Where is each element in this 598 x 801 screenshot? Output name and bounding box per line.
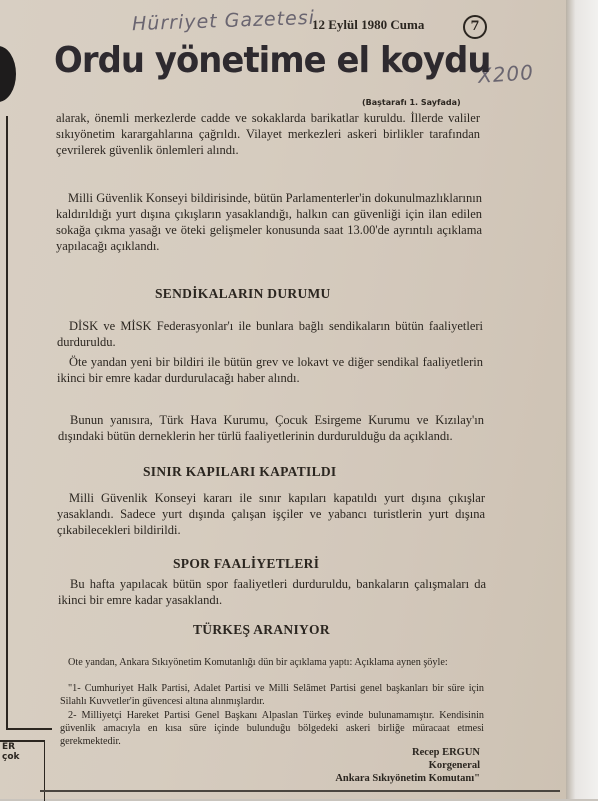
subheading-sinir: SINIR KAPILARI KAPATILDI (143, 464, 337, 479)
handwritten-note-corner: X200 (477, 60, 535, 88)
background-edge (566, 0, 598, 799)
paragraph-2: Milli Güvenlik Konseyi bildirisinde, bütün Parlamenterler'in dokunulmazlıklarının kaldırıldığı yurt dışına çıkışların yasaklandığı, halkın can güvenliği için ilan edilen sokağa çıkma yasağı ve öteki gelişmeler konusunda saat 13.00'de ayrıntılı açıklama yapılacağı açıklandı. (56, 191, 482, 253)
paragraph-5: Bunun yanısıra, Türk Hava Kurumu, Çocuk Esirgeme Kurumu ve Kızılay'ın dışındaki bütün derneklerin her türlü faaliyetlerinin durdurulduğu da açıklandı. (58, 413, 484, 443)
dateline: 12 Eylül 1980 Cuma (312, 17, 425, 32)
side-box-line2: çok (2, 752, 20, 762)
paragraph-10: 2- Milliyetçi Hareket Partisi Genel Başkanı Alpaslan Türkeş evinde bulunamamıştır. Kendisinin güvenlik amacıyla en kısa süre içinde bulunduğu bölgedeki askeri birliğe müracaat etmesi gerekmektedir. (60, 710, 484, 747)
handwritten-note-top: Hürriyet Gazetesi (131, 6, 316, 36)
subheading-spor: SPOR FAALİYETLERİ (173, 556, 320, 571)
signature-rank: Korgeneral (428, 760, 480, 771)
side-box-line1: ER (2, 742, 16, 752)
paragraph-6: Milli Güvenlik Konseyi kararı ile sınır kapıları kapatıldı yurt dışına çıkışlar yasaklandı. Sadece yurt dışında çalışan işçiler ve yabancı turistlerin yurt dışına çıkabilecekleri bildirildi. (57, 491, 485, 537)
side-box (0, 740, 45, 801)
signature-title: Ankara Sıkıyönetim Komutanı" (335, 773, 480, 784)
paragraph-1: alarak, önemli merkezlerde cadde ve sokaklarda barikatlar kuruldu. İllerde valiler sıkıyönetim karargahlarına çağrıldı. Vilayet merkezleri askeri birlikler tarafından çevrilerek güvenlik önlemleri alındı. (56, 111, 480, 157)
continued-note: (Baştarafı 1. Sayfada) (362, 98, 461, 107)
cut-off-next-line (40, 790, 560, 801)
signature-block (250, 746, 480, 785)
paragraph-8: Ote yandan, Ankara Sıkıyönetim Komutanlığı dün bir açıklama yaptı: Açıklama aynen şöyle: (68, 657, 448, 668)
paragraph-3: DİSK ve MİSK Federasyonlar'ı ile bunlara bağlı sendikaların bütün faaliyetleri durduruldu. (57, 319, 483, 349)
subheading-turkes: TÜRKEŞ ARANIYOR (193, 622, 330, 637)
signature-name: Recep ERGUN (412, 747, 480, 758)
paragraph-7: Bu hafta yapılacak bütün spor faaliyetleri durduruldu, bankaların çalışmaları da ikinci bir emre kadar yasaklandı. (58, 577, 486, 607)
paragraph-4: Öte yandan yeni bir bildiri ile bütün grev ve lokavt ve diğer sendikal faaliyetlerin ikinci bir emre kadar durdurulacağı haber alındı. (57, 355, 483, 385)
subheading-sendikalar: SENDİKALARIN DURUMU (155, 286, 331, 301)
column-frame (6, 116, 52, 730)
paragraph-9: "1- Cumhuriyet Halk Partisi, Adalet Partisi ve Milli Selâmet Partisi genel başkanları bir süre için Silahlı Kuvvetler'in güvencesi altına alınmışlardır. (60, 683, 484, 707)
page-number: 7 (463, 15, 487, 39)
headline: Ordu yönetime el koydu (54, 40, 491, 81)
